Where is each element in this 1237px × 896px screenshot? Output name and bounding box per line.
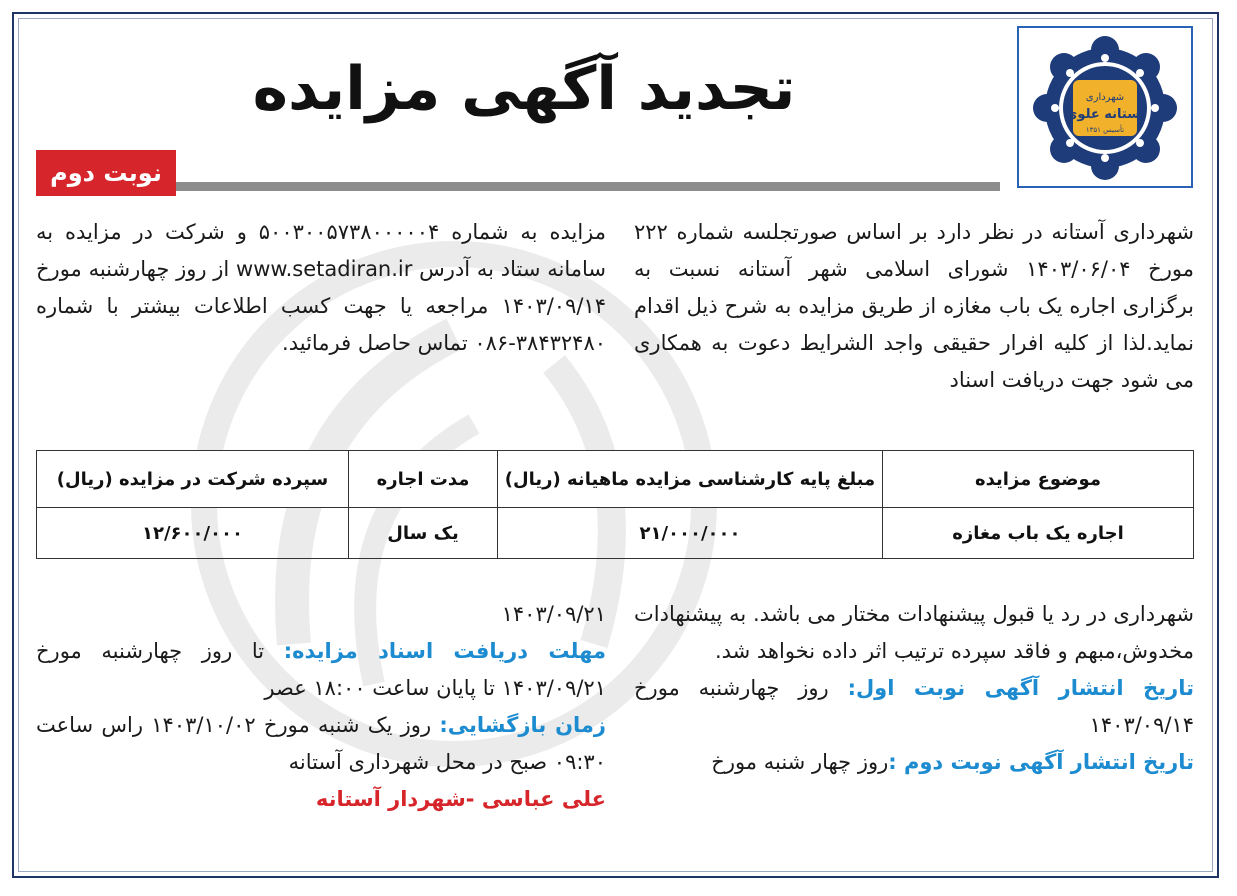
cell-subject: اجاره یک باب مغازه bbox=[883, 508, 1194, 559]
intro-left-paragraph bbox=[36, 214, 606, 362]
opening-time bbox=[36, 707, 606, 781]
table-header-row bbox=[37, 451, 1194, 508]
first-pub-value: روز چهارشنبه مورخ ۱۴۰۳/۰۹/۱۴ bbox=[634, 676, 1194, 737]
round-badge: نوبت دوم bbox=[36, 150, 176, 196]
second-pub-value: روز چهار شنبه مورخ bbox=[711, 750, 889, 774]
notice-frame bbox=[12, 12, 1219, 878]
auction-table bbox=[36, 450, 1194, 559]
table-row bbox=[37, 508, 1194, 559]
intro-left-part2: از روز چهارشنبه مورخ ۱۴۰۳/۰۹/۱۴ مراجعه یا جهت کسب اطلاعات بیشتر با شماره ۳۸۴۳۲۴۸۰-۰۸۶ تماس حاصل فرمائید. bbox=[36, 257, 606, 355]
website-link[interactable]: www.setadiran.ir bbox=[236, 257, 413, 281]
deadline-value: تا روز چهارشنبه مورخ ۱۴۰۳/۰۹/۲۱ تا پایان ساعت ۱۸:۰۰ عصر bbox=[36, 639, 606, 700]
first-publication bbox=[634, 670, 1194, 744]
cell-base-price: ۲۱/۰۰۰/۰۰۰ bbox=[498, 508, 883, 559]
signature: علی عباسی -شهردار آستانه bbox=[315, 787, 606, 811]
deadline-label: مهلت دریافت اسناد مزایده: bbox=[283, 639, 606, 663]
second-pub-label: تاریخ انتشار آگهی نوبت دوم : bbox=[888, 750, 1194, 774]
logo-box bbox=[1017, 26, 1193, 188]
header-subject: موضوع مزایده bbox=[883, 451, 1194, 508]
header-deposit: سپرده شرکت در مزایده (ریال) bbox=[37, 451, 349, 508]
title-rule bbox=[174, 182, 1000, 191]
second-publication bbox=[634, 744, 1194, 781]
notes-right-column bbox=[634, 596, 1194, 781]
rejection-note: شهرداری در رد یا قبول پیشنهادات مختار می باشد. به پیشنهادات مخدوش،مبهم و فاقد سپرده ترتیب اثر داده نخواهد شد. bbox=[634, 602, 1194, 663]
intro-left-part1: مزایده به شماره ۵۰۰۳۰۰۵۷۳۸۰۰۰۰۰۴ و شرکت در مزایده به سامانه ستاد به آدرس bbox=[36, 220, 606, 281]
opening-label: زمان بازگشایی: bbox=[439, 713, 607, 737]
header-duration: مدت اجاره bbox=[349, 451, 498, 508]
intro-right-column bbox=[634, 214, 1194, 399]
municipality-seal-icon bbox=[1027, 34, 1183, 182]
second-pub-date: ۱۴۰۳/۰۹/۲۱ bbox=[501, 602, 606, 626]
opening-value: روز یک شنبه مورخ ۱۴۰۳/۱۰/۰۲ راس ساعت ۰۹:۳۰ صبح در محل شهرداری آستانه bbox=[36, 713, 606, 774]
header-base-price: مبلغ پایه کارشناسی مزایده ماهیانه (ریال) bbox=[498, 451, 883, 508]
cell-deposit: ۱۲/۶۰۰/۰۰۰ bbox=[37, 508, 349, 559]
deadline bbox=[36, 633, 606, 707]
page-title: تجدید آگهی مزایده bbox=[252, 54, 796, 124]
notes-left-column bbox=[36, 596, 606, 818]
logo-line3: تأسیس ۱۳۵۱ bbox=[1085, 126, 1125, 134]
logo-line1: شهرداری bbox=[1085, 92, 1125, 103]
logo-line2: آستانه علوی bbox=[1065, 107, 1145, 122]
first-pub-label: تاریخ انتشار آگهی نوبت اول: bbox=[847, 676, 1195, 700]
intro-left-column bbox=[36, 214, 606, 362]
cell-duration: یک سال bbox=[349, 508, 498, 559]
intro-right-text: شهرداری آستانه در نظر دارد بر اساس صورتجلسه شماره ۲۲۲ مورخ ۱۴۰۳/۰۶/۰۴ شورای اسلامی شهر آستانه نسبت به برگزاری اجاره یک باب مغازه از طریق مزایده به شرح ذیل اقدام نماید.لذا از کلیه افرار حقیقی واجد الشرایط دعوت به همکاری می شود جهت دریافت اسناد bbox=[634, 220, 1194, 392]
